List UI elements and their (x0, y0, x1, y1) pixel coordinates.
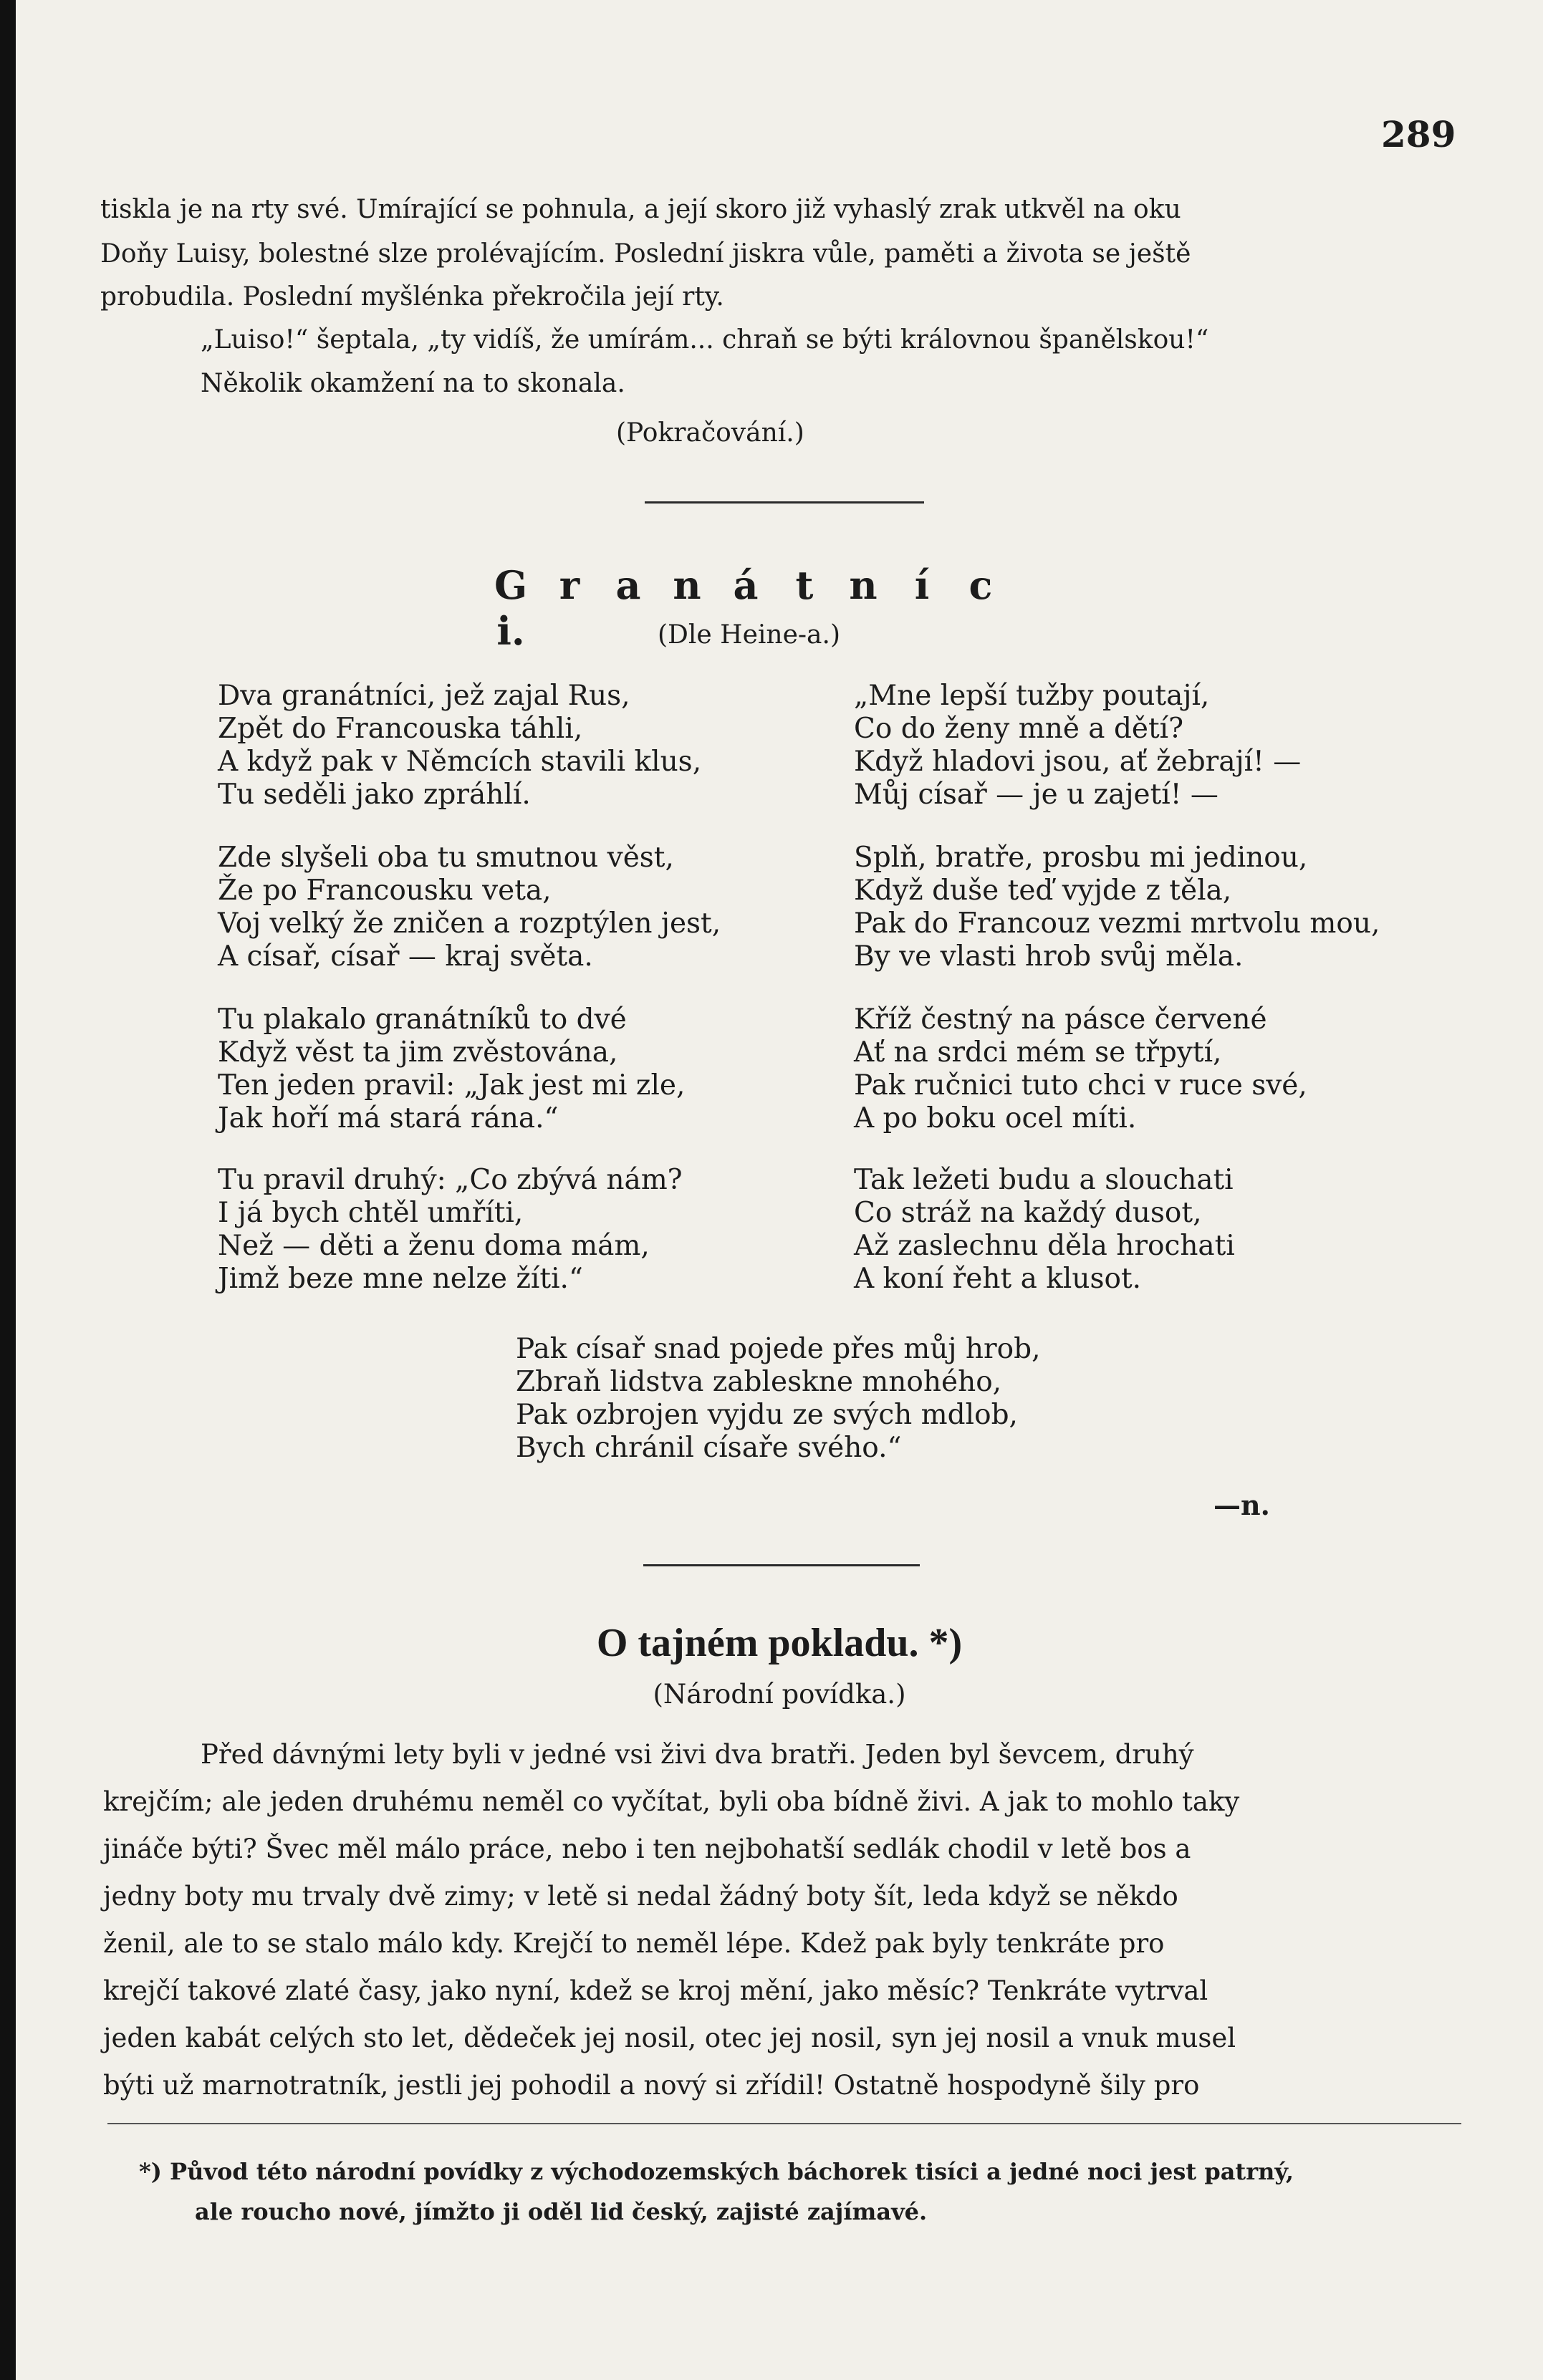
footnote-line: ale roucho nové, jímžto ji oděl lid český, zajisté zajímavé. (195, 2198, 928, 2225)
prose-line: krejčí takové zlaté časy, jako nyní, kdež se kroj mění, jako měsíc? Tenkráte vytrval (103, 1975, 1208, 2006)
prose-line: ženil, ale to se stalo málo kdy. Krejčí to neměl lépe. Kdež pak byly tenkráte pro (103, 1928, 1165, 1959)
title-letter: a (615, 562, 641, 608)
verse-line: Voj velký že zničen a rozptýlen jest, (218, 907, 721, 940)
prose-line: Doňy Luisy, bolestné slze prolévajícím. Poslední jiskra vůle, paměti a života se ještě (100, 239, 1191, 269)
verse-line: Můj císař — je u zajetí! — (854, 779, 1218, 811)
verse-line: Zde slyšeli oba tu smutnou věst, (218, 842, 674, 874)
prose-line: tiskla je na rty své. Umírající se pohnula, a její skoro již vyhaslý zrak utkvěl na oku (100, 195, 1181, 224)
footnote-line: *) Původ této národní povídky z východozemských báchorek tisíci a jedné noci jest patrný, (139, 2158, 1294, 2185)
verse-line: I já bych chtěl umříti, (218, 1197, 524, 1229)
prose-line: probudila. Poslední myšlénka překročila její rty. (100, 282, 724, 312)
verse-line: Pak císař snad pojede přes můj hrob, (516, 1333, 1041, 1365)
story-title: O tajném pokladu. *) (596, 1621, 963, 1665)
continuation-note: (Pokračování.) (616, 418, 804, 448)
title-letter: á (733, 562, 759, 608)
verse-line: Ten jeden pravil: „Jak jest mi zle, (218, 1069, 686, 1102)
section-divider (645, 501, 924, 504)
verse-line: Tu pravil druhý: „Co zbývá nám? (218, 1164, 683, 1196)
poem-signature: —n. (1213, 1489, 1270, 1521)
title-letter: G (494, 562, 528, 608)
poem-subtitle: (Dle Heine-a.) (658, 620, 840, 650)
prose-line: krejčím; ale jeden druhému neměl co vyčítat, byli oba bídně živi. A jak to mohlo taky (103, 1786, 1240, 1817)
verse-line: A koní řeht a klusot. (854, 1263, 1142, 1295)
verse-line: Tu plakalo granátníků to dvé (218, 1003, 627, 1036)
verse-line: A po boku ocel míti. (854, 1102, 1137, 1134)
verse-line: Pak ručnici tuto chci v ruce své, (854, 1069, 1307, 1102)
scanned-page (16, 0, 1543, 2380)
verse-line: Bych chránil císaře svého.“ (516, 1432, 902, 1464)
verse-line: Tak ležeti budu a slouchati (854, 1164, 1234, 1196)
prose-line: jeden kabát celých sto let, dědeček jej nosil, otec jej nosil, syn jej nosil a vnuk musel (103, 2023, 1236, 2053)
story-subtitle: (Národní povídka.) (653, 1679, 906, 1710)
verse-line: Když duše teď vyjde z těla, (854, 875, 1232, 907)
verse-line: Splň, bratře, prosbu mi jedinou, (854, 842, 1308, 874)
verse-line: Tu seděli jako zpráhlí. (218, 779, 531, 811)
title-letter: c (968, 562, 993, 608)
section-divider (643, 1564, 920, 1566)
verse-line: Jimž beze mne nelze žíti.“ (218, 1263, 583, 1295)
page-number: 289 (1381, 113, 1456, 155)
prose-line: Před dávnými lety byli v jedné vsi živi dva bratři. Jeden byl ševcem, druhý (201, 1739, 1194, 1770)
verse-line: Když věst ta jim zvěstována, (218, 1036, 618, 1069)
prose-line: „Luiso!“ šeptala, „ty vidíš, že umírám... chraň se býti královnou španělskou!“ (201, 325, 1209, 355)
prose-line: Několik okamžení na to skonala. (201, 369, 625, 398)
verse-line: Kříž čestný na pásce červené (854, 1003, 1267, 1036)
verse-line: „Mne lepší tužby poutají, (854, 680, 1210, 712)
verse-line: Jak hoří má stará rána.“ (218, 1102, 559, 1134)
prose-line: jináče býti? Švec měl málo práce, nebo i ten nejbohatší sedlák chodil v letě bos a (103, 1834, 1191, 1864)
prose-line: býti už marnotratník, jestli jej pohodil a nový si zřídil! Ostatně hospodyně šily pro (103, 2070, 1200, 2101)
title-letter: i. (496, 608, 525, 654)
verse-line: A císař, císař — kraj světa. (218, 940, 593, 973)
verse-line: Zbraň lidstva zableskne mnohého, (516, 1366, 1002, 1398)
title-letter: n (673, 562, 701, 608)
title-letter: t (795, 562, 814, 608)
verse-line: Pak ozbrojen vyjdu ze svých mdlob, (516, 1399, 1018, 1431)
title-letter: n (849, 562, 878, 608)
verse-line: Ať na srdci mém se třpytí, (854, 1036, 1222, 1069)
verse-line: Co stráž na každý dusot, (854, 1197, 1202, 1229)
verse-line: Až zaslechnu děla hrochati (854, 1230, 1235, 1262)
prose-line: jedny boty mu trvaly dvě zimy; v letě si nedal žádný boty šít, leda když se někdo (103, 1881, 1178, 1912)
title-letter: r (559, 562, 580, 608)
verse-line: By ve vlasti hrob svůj měla. (854, 940, 1244, 973)
verse-line: Zpět do Francouska táhli, (218, 713, 583, 745)
title-letter: í (914, 562, 930, 608)
verse-line: Když hladovi jsou, ať žebrají! — (854, 746, 1302, 778)
verse-line: Pak do Francouz vezmi mrtvolu mou, (854, 907, 1380, 940)
verse-line: A když pak v Němcích stavili klus, (218, 746, 702, 778)
footnote-divider (107, 2123, 1461, 2124)
verse-line: Že po Francousku veta, (218, 875, 552, 907)
verse-line: Než — děti a ženu doma mám, (218, 1230, 650, 1262)
verse-line: Dva granátníci, jež zajal Rus, (218, 680, 630, 712)
verse-line: Co do ženy mně a dětí? (854, 713, 1184, 745)
